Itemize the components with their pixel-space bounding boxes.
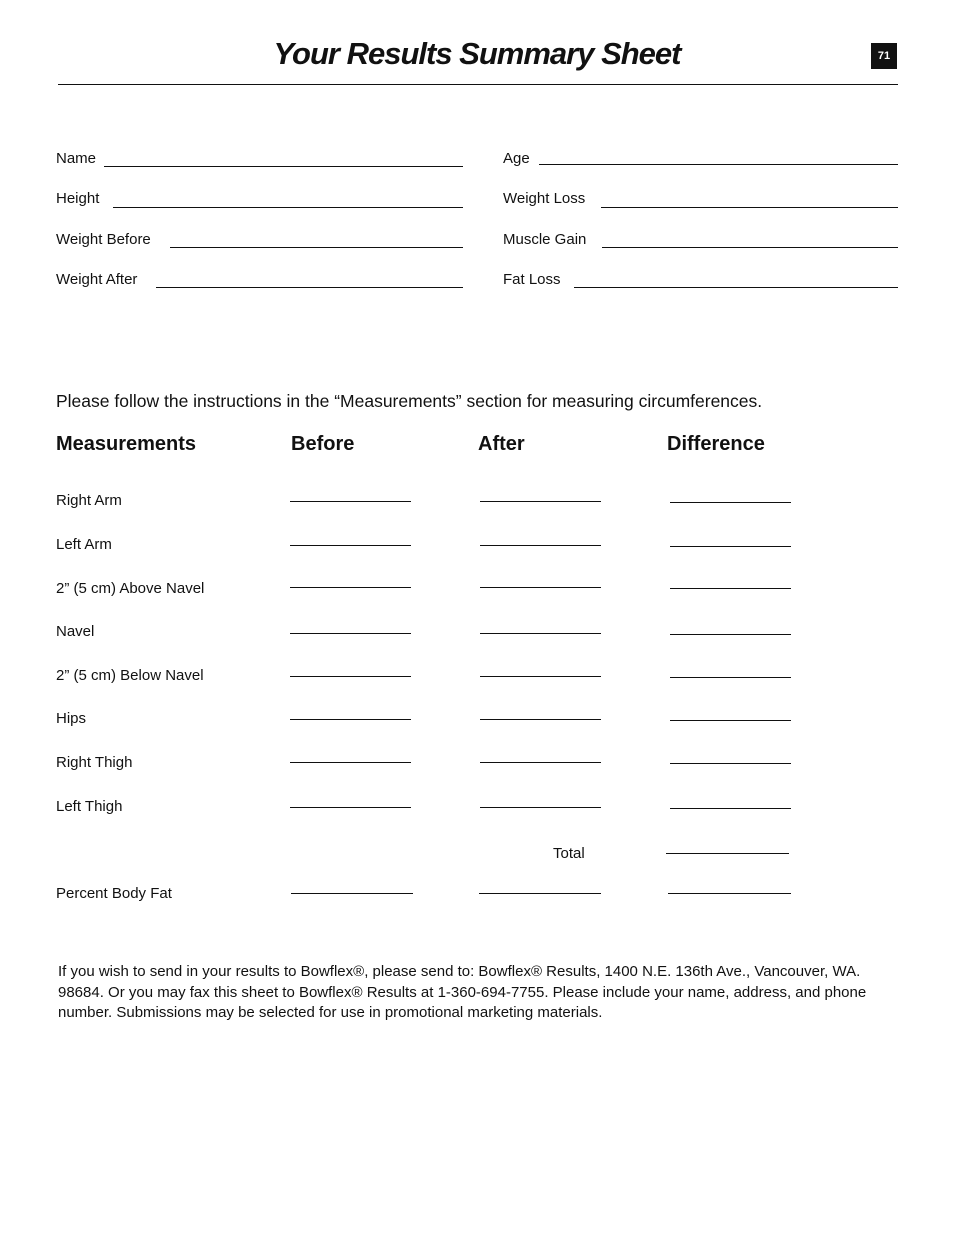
right-arm-after-field[interactable] (480, 501, 601, 502)
above-navel-difference-field[interactable] (670, 588, 791, 589)
weight-loss-label: Weight Loss (503, 190, 586, 207)
weight-after-field[interactable] (156, 287, 463, 288)
name-field[interactable] (104, 166, 463, 167)
muscle-gain-field[interactable] (602, 247, 898, 248)
age-field[interactable] (539, 164, 898, 165)
height-field[interactable] (113, 207, 463, 208)
left-arm-before-field[interactable] (290, 545, 411, 546)
header-before: Before (291, 433, 355, 455)
left-thigh-difference-field[interactable] (670, 808, 791, 809)
weight-before-label: Weight Before (56, 231, 151, 248)
row-label-left-thigh: Left Thigh (56, 798, 123, 815)
below-navel-difference-field[interactable] (670, 677, 791, 678)
weight-after-label: Weight After (56, 271, 138, 288)
below-navel-before-field[interactable] (290, 676, 411, 677)
navel-before-field[interactable] (290, 633, 411, 634)
left-thigh-before-field[interactable] (290, 807, 411, 808)
name-label: Name (56, 150, 97, 167)
right-thigh-after-field[interactable] (480, 762, 601, 763)
navel-difference-field[interactable] (670, 634, 791, 635)
above-navel-before-field[interactable] (290, 587, 411, 588)
title-divider (58, 84, 898, 85)
header-measurements: Measurements (56, 433, 197, 455)
hips-before-field[interactable] (290, 719, 411, 720)
row-label-right-arm: Right Arm (56, 492, 122, 509)
left-arm-difference-field[interactable] (670, 546, 791, 547)
total-label: Total (553, 845, 585, 862)
row-label-left-arm: Left Arm (56, 536, 112, 553)
row-label-hips: Hips (56, 710, 87, 727)
body-fat-difference-field[interactable] (668, 893, 791, 894)
total-difference-field[interactable] (666, 853, 789, 854)
body-fat-after-field[interactable] (479, 893, 601, 894)
left-thigh-after-field[interactable] (480, 807, 601, 808)
page-number-badge: 71 (871, 43, 897, 69)
weight-loss-field[interactable] (601, 207, 898, 208)
right-arm-before-field[interactable] (290, 501, 411, 502)
age-label: Age (503, 150, 530, 167)
page-title: Your Results Summary Sheet (273, 36, 681, 71)
weight-before-field[interactable] (170, 247, 463, 248)
height-label: Height (56, 190, 100, 207)
instructions-text: Please follow the instructions in the “Measurements” section for measuring circumferences. (56, 391, 763, 411)
above-navel-after-field[interactable] (480, 587, 601, 588)
fat-loss-field[interactable] (574, 287, 898, 288)
header-after: After (478, 433, 525, 455)
right-thigh-difference-field[interactable] (670, 763, 791, 764)
hips-difference-field[interactable] (670, 720, 791, 721)
right-arm-difference-field[interactable] (670, 502, 791, 503)
left-arm-after-field[interactable] (480, 545, 601, 546)
body-fat-label: Percent Body Fat (56, 885, 172, 902)
submission-instructions: If you wish to send in your results to Bowflex®, please send to: Bowflex® Results, 1400 N.E. 136th Ave., Vancouver, WA. 98684. Or you may fax this sheet to Bowflex® Results at 1-360-694-7755. Please include your name, address, and phone number. Submissions may be selected for use in promotional marketing materials. (58, 963, 867, 1021)
below-navel-after-field[interactable] (480, 676, 601, 677)
row-label-right-thigh: Right Thigh (56, 754, 133, 771)
row-label-below-navel: 2” (5 cm) Below Navel (56, 667, 204, 684)
row-label-above-navel: 2” (5 cm) Above Navel (56, 580, 205, 597)
right-thigh-before-field[interactable] (290, 762, 411, 763)
body-fat-before-field[interactable] (291, 893, 413, 894)
hips-after-field[interactable] (480, 719, 601, 720)
row-label-navel: Navel (56, 623, 95, 640)
fat-loss-label: Fat Loss (503, 271, 561, 288)
muscle-gain-label: Muscle Gain (503, 231, 587, 248)
header-difference: Difference (667, 433, 765, 455)
navel-after-field[interactable] (480, 633, 601, 634)
